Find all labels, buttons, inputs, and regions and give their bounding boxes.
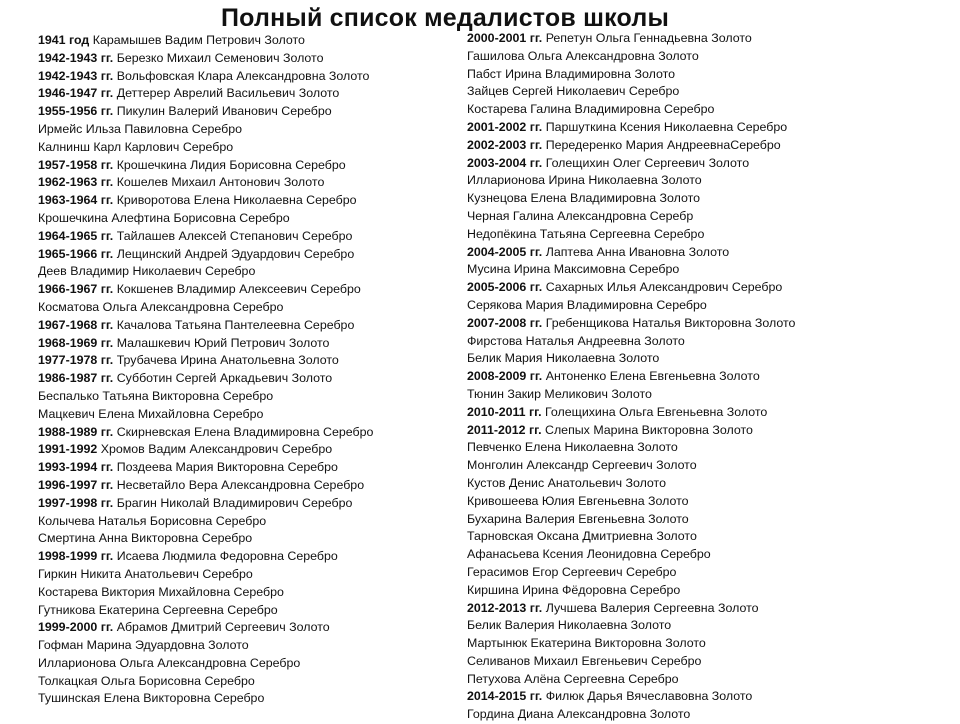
- entry-years: 1942-1943 гг.: [38, 50, 114, 65]
- entry-name-medal: Лучшева Валерия Сергеевна Золото: [545, 600, 759, 615]
- medalist-entry: [467, 475, 947, 493]
- entry-years: 1965-1966 гг.: [38, 246, 114, 261]
- entry-years: 1964-1965 гг.: [38, 228, 114, 243]
- medalist-entry: [38, 424, 458, 442]
- entry-name-medal: Афанасьева Ксения Леонидовна Серебро: [467, 547, 711, 562]
- entry-name-medal: Крошечкина Алефтина Борисовна Серебро: [38, 210, 290, 225]
- entry-years: 1941 год: [38, 33, 90, 47]
- entry-name-medal: Скирневская Елена Владимировна Серебро: [116, 424, 374, 439]
- entry-name-medal: Качалова Татьяна Пантелеевна Серебро: [116, 317, 355, 332]
- entry-years: 2010-2011 гг.: [467, 404, 542, 419]
- entry-name-medal: Исаева Людмила Федоровна Серебро: [116, 549, 338, 564]
- entry-name-medal: Костарева Виктория Михайловна Серебро: [38, 584, 284, 599]
- medalist-entry: [467, 226, 947, 244]
- medalist-entry: [38, 335, 458, 353]
- medalist-entry: [38, 317, 458, 335]
- medalist-entry: [38, 637, 458, 655]
- entry-name-medal: Карамышев Вадим Петрович Золото: [92, 33, 305, 47]
- entry-name-medal: Деттерер Аврелий Васильевич Золото: [116, 86, 340, 101]
- entry-years: 2003-2004 гг.: [467, 155, 543, 170]
- entry-name-medal: Певченко Елена Николаевна Золото: [467, 440, 678, 455]
- entry-name-medal: Филюк Дарья Вячеславовна Золото: [545, 689, 753, 704]
- medalist-entry: [467, 261, 947, 279]
- entry-name-medal: Березко Михаил Семенович Золото: [116, 50, 324, 65]
- entry-name-medal: Ирмейс Ильза Павиловна Серебро: [38, 121, 243, 136]
- entry-years: 1986-1987 гг.: [38, 371, 114, 386]
- entry-name-medal: Кошелев Михаил Антонович Золото: [116, 175, 325, 190]
- entry-name-medal: Гребенщикова Наталья Викторовна Золото: [545, 315, 796, 330]
- entry-years: 1977-1978 гг.: [38, 353, 114, 368]
- medalist-entry: [467, 600, 947, 618]
- entry-name-medal: Белик Валерия Николаевна Золото: [467, 618, 672, 633]
- medalist-entry: [467, 457, 947, 475]
- medalist-entry: [467, 208, 947, 226]
- entry-years: 2004-2005 гг.: [467, 244, 543, 259]
- entry-name-medal: Киршина Ирина Фёдоровна Серебро: [467, 582, 681, 597]
- medalist-entry: [38, 495, 458, 513]
- entry-name-medal: Мартынюк Екатерина Викторовна Золото: [467, 636, 706, 651]
- entry-name-medal: Тушинская Елена Викторовна Серебро: [38, 691, 265, 706]
- medalist-entry: [38, 85, 458, 103]
- entry-name-medal: Петухова Алёна Сергеевна Серебро: [467, 671, 679, 686]
- entry-name-medal: Косматова Ольга Александровна Серебро: [38, 299, 284, 314]
- entry-name-medal: Слепых Марина Викторовна Золото: [545, 422, 753, 437]
- medalist-entry: [38, 50, 458, 68]
- entry-name-medal: Тюнин Закир Меликович Золото: [467, 386, 652, 401]
- entry-name-medal: Фирстова Наталья Андреевна Золото: [467, 333, 685, 348]
- entry-name-medal: Гофман Марина Эдуардовна Золото: [38, 638, 249, 653]
- medalist-entry: [38, 548, 458, 566]
- entry-years: 1968-1969 гг.: [38, 335, 114, 350]
- medalist-entry: [467, 101, 947, 119]
- medalist-entry: [467, 333, 947, 351]
- medalist-entry: [467, 546, 947, 564]
- entry-name-medal: Колычева Наталья Борисовна Серебро: [38, 513, 267, 528]
- entry-name-medal: Пабст Ирина Владимировна Золото: [467, 66, 675, 81]
- medalist-entry: [467, 155, 947, 173]
- medalist-entry: [467, 635, 947, 653]
- entry-name-medal: Герасимов Егор Сергеевич Серебро: [467, 564, 677, 579]
- entry-name-medal: Белик Мария Николаевна Золото: [467, 351, 660, 366]
- medalist-entry: [38, 352, 458, 370]
- medalist-entry: [38, 406, 458, 424]
- entry-name-medal: Поздеева Мария Викторовна Серебро: [116, 460, 338, 475]
- medalist-entry: [38, 584, 458, 602]
- medalist-entry: [467, 653, 947, 671]
- medalist-entry: [38, 228, 458, 246]
- entry-years: 2007-2008 гг.: [467, 315, 543, 330]
- entry-years: 1998-1999 гг.: [38, 549, 114, 564]
- entry-name-medal: Смертина Анна Викторовна Серебро: [38, 531, 253, 546]
- entry-name-medal: Илларионова Ольга Александровна Серебро: [38, 655, 301, 670]
- medalist-entry: [467, 493, 947, 511]
- medalists-list-left: [38, 32, 458, 708]
- entry-name-medal: Бухарина Валерия Евгеньевна Золото: [467, 511, 689, 526]
- medalist-entry: [467, 511, 947, 529]
- entry-name-medal: Кривошеева Юлия Евгеньевна Золото: [467, 493, 689, 508]
- entry-name-medal: Репетун Ольга Геннадьевна Золото: [545, 31, 752, 45]
- medalist-entry: [467, 422, 947, 440]
- entry-name-medal: Абрамов Дмитрий Сергеевич Золото: [116, 620, 330, 635]
- entry-name-medal: Кузнецова Елена Владимировна Золото: [467, 191, 701, 206]
- medalist-entry: [467, 706, 947, 724]
- entry-years: 2005-2006 гг.: [467, 280, 543, 295]
- medalist-entry: [467, 404, 947, 422]
- entry-name-medal: Толкацкая Ольга Борисовна Серебро: [38, 673, 255, 688]
- medalist-entry: [467, 279, 947, 297]
- medalist-entry: [467, 137, 947, 155]
- entry-name-medal: Гиркин Никита Анатольевич Серебро: [38, 566, 253, 581]
- medalist-entry: [467, 30, 947, 48]
- entry-name-medal: Мусина Ирина Максимовна Серебро: [467, 262, 680, 277]
- medalist-entry: [38, 566, 458, 584]
- entry-years: 1946-1947 гг.: [38, 86, 114, 101]
- medalist-entry: [467, 671, 947, 689]
- entry-name-medal: Серякова Мария Владимировна Серебро: [467, 297, 707, 312]
- entry-name-medal: Беспалько Татьяна Викторовна Серебро: [38, 388, 274, 403]
- entry-years: 1955-1956 гг.: [38, 104, 114, 119]
- entry-name-medal: Недопёкина Татьяна Сергеевна Серебро: [467, 226, 705, 241]
- entry-years: 1999-2000 гг.: [38, 620, 114, 635]
- entry-name-medal: Трубачева Ирина Анатольевна Золото: [116, 353, 339, 368]
- medalist-entry: [38, 441, 458, 459]
- medalist-entry: [38, 299, 458, 317]
- entry-years: 2000-2001 гг.: [467, 31, 543, 45]
- entry-name-medal: Тайлашев Алексей Степанович Серебро: [116, 228, 353, 243]
- entry-name-medal: Голещихина Ольга Евгеньевна Золото: [545, 404, 768, 419]
- medalist-entry: [467, 190, 947, 208]
- entry-years: 1957-1958 гг.: [38, 157, 114, 172]
- entry-name-medal: Паршуткина Ксения Николаевна Серебро: [545, 119, 788, 134]
- entry-name-medal: Монголин Александр Сергеевич Золото: [467, 458, 697, 473]
- medalist-entry: [467, 439, 947, 457]
- entry-years: 1966-1967 гг.: [38, 282, 114, 297]
- medalist-entry: [38, 690, 458, 708]
- medalist-entry: [38, 174, 458, 192]
- medalist-entry: [38, 513, 458, 531]
- entry-name-medal: Кокшенев Владимир Алексеевич Серебро: [116, 282, 361, 297]
- entry-name-medal: Гашилова Ольга Александровна Золото: [467, 48, 699, 63]
- entry-name-medal: Субботин Сергей Аркадьевич Золото: [116, 371, 333, 386]
- entry-years: 1993-1994 гг.: [38, 460, 114, 475]
- entry-years: 1963-1964 гг.: [38, 193, 114, 208]
- medalist-entry: [38, 388, 458, 406]
- entry-name-medal: Антоненко Елена Евгеньевна Золото: [545, 369, 760, 384]
- medalist-entry: [467, 119, 947, 137]
- medalist-entry: [38, 246, 458, 264]
- medalist-entry: [467, 297, 947, 315]
- medalist-entry: [467, 582, 947, 600]
- entry-name-medal: Лаптева Анна Ивановна Золото: [545, 244, 730, 259]
- entry-name-medal: Костарева Галина Владимировна Серебро: [467, 102, 715, 117]
- entry-name-medal: Гутникова Екатерина Сергеевна Серебро: [38, 602, 278, 617]
- entry-years: 2011-2012 гг.: [467, 422, 542, 437]
- medalist-entry: [467, 386, 947, 404]
- entry-name-medal: Селиванов Михаил Евгеньевич Серебро: [467, 653, 702, 668]
- medalist-entry: [38, 602, 458, 620]
- entry-name-medal: Вольфовская Клара Александровна Золото: [116, 68, 370, 83]
- medalists-list-right: [467, 30, 947, 724]
- medalist-entry: [38, 477, 458, 495]
- entry-name-medal: Криворотова Елена Николаевна Серебро: [116, 193, 357, 208]
- entry-years: 2002-2003 гг.: [467, 137, 543, 152]
- medalist-entry: [38, 121, 458, 139]
- entry-years: 1996-1997 гг.: [38, 477, 114, 492]
- entry-years: 1988-1989 гг.: [38, 424, 114, 439]
- medalist-entry: [467, 315, 947, 333]
- entry-years: 1962-1963 гг.: [38, 175, 114, 190]
- medalist-entry: [467, 528, 947, 546]
- medalist-entry: [467, 244, 947, 262]
- entry-name-medal: Лещинский Андрей Эдуардович Серебро: [116, 246, 355, 261]
- medalist-entry: [38, 210, 458, 228]
- medalist-entry: [38, 139, 458, 157]
- entry-years: 1991-1992: [38, 442, 98, 457]
- medalist-entry: [467, 83, 947, 101]
- entry-name-medal: Гордина Диана Александровна Золото: [467, 707, 691, 722]
- medalist-entry: [38, 281, 458, 299]
- medalist-entry: [38, 370, 458, 388]
- entry-name-medal: Сахарных Илья Александрович Серебро: [545, 280, 783, 295]
- medalist-entry: [467, 66, 947, 84]
- medalist-entry: [38, 68, 458, 86]
- entry-name-medal: Черная Галина Александровна Серебр: [467, 208, 694, 223]
- medalist-entry: [467, 368, 947, 386]
- page-title: Полный список медалистов школы: [221, 4, 669, 32]
- entry-name-medal: Мацкевич Елена Михайловна Серебро: [38, 406, 264, 421]
- entry-name-medal: Илларионова Ирина Николаевна Золото: [467, 173, 702, 188]
- entry-name-medal: Кустов Денис Анатольевич Золото: [467, 475, 666, 490]
- entry-name-medal: Малашкевич Юрий Петрович Золото: [116, 335, 330, 350]
- medalist-entry: [467, 617, 947, 635]
- entry-name-medal: Пикулин Валерий Иванович Серебро: [116, 104, 332, 119]
- medalist-entry: [38, 103, 458, 121]
- medalist-entry: [38, 32, 458, 50]
- medalist-entry: [467, 48, 947, 66]
- entry-years: 1942-1943 гг.: [38, 68, 114, 83]
- entry-name-medal: Деев Владимир Николаевич Серебро: [38, 264, 256, 279]
- entry-name-medal: Хромов Вадим Александрович Серебро: [100, 442, 333, 457]
- medalist-entry: [38, 459, 458, 477]
- entry-name-medal: Крошечкина Лидия Борисовна Серебро: [116, 157, 346, 172]
- medalist-entry: [467, 350, 947, 368]
- entry-years: 2008-2009 гг.: [467, 369, 543, 384]
- entry-years: 2001-2002 гг.: [467, 119, 543, 134]
- entry-name-medal: Голещихин Олег Сергеевич Золото: [545, 155, 750, 170]
- medalist-entry: [467, 172, 947, 190]
- entry-name-medal: Тарновская Оксана Дмитриевна Золото: [467, 529, 697, 544]
- entry-years: 1967-1968 гг.: [38, 317, 114, 332]
- medalist-entry: [38, 192, 458, 210]
- entry-years: 2014-2015 гг.: [467, 689, 543, 704]
- medalist-entry: [38, 263, 458, 281]
- entry-name-medal: Несветайло Вера Александровна Серебро: [116, 477, 365, 492]
- medalist-entry: [38, 530, 458, 548]
- entry-name-medal: Передеренко Мария АндреевнаСеребро: [545, 137, 781, 152]
- entry-name-medal: Зайцев Сергей Николаевич Серебро: [467, 84, 680, 99]
- medalist-entry: [467, 564, 947, 582]
- entry-years: 2012-2013 гг.: [467, 600, 543, 615]
- medalist-entry: [38, 673, 458, 691]
- entry-name-medal: Брагин Николай Владимирович Серебро: [116, 495, 353, 510]
- medalist-entry: [38, 619, 458, 637]
- entry-years: 1997-1998 гг.: [38, 495, 114, 510]
- medalist-entry: [467, 688, 947, 706]
- medalist-entry: [38, 655, 458, 673]
- entry-name-medal: Калнинш Карл Карлович Серебро: [38, 139, 234, 154]
- medalist-entry: [38, 157, 458, 175]
